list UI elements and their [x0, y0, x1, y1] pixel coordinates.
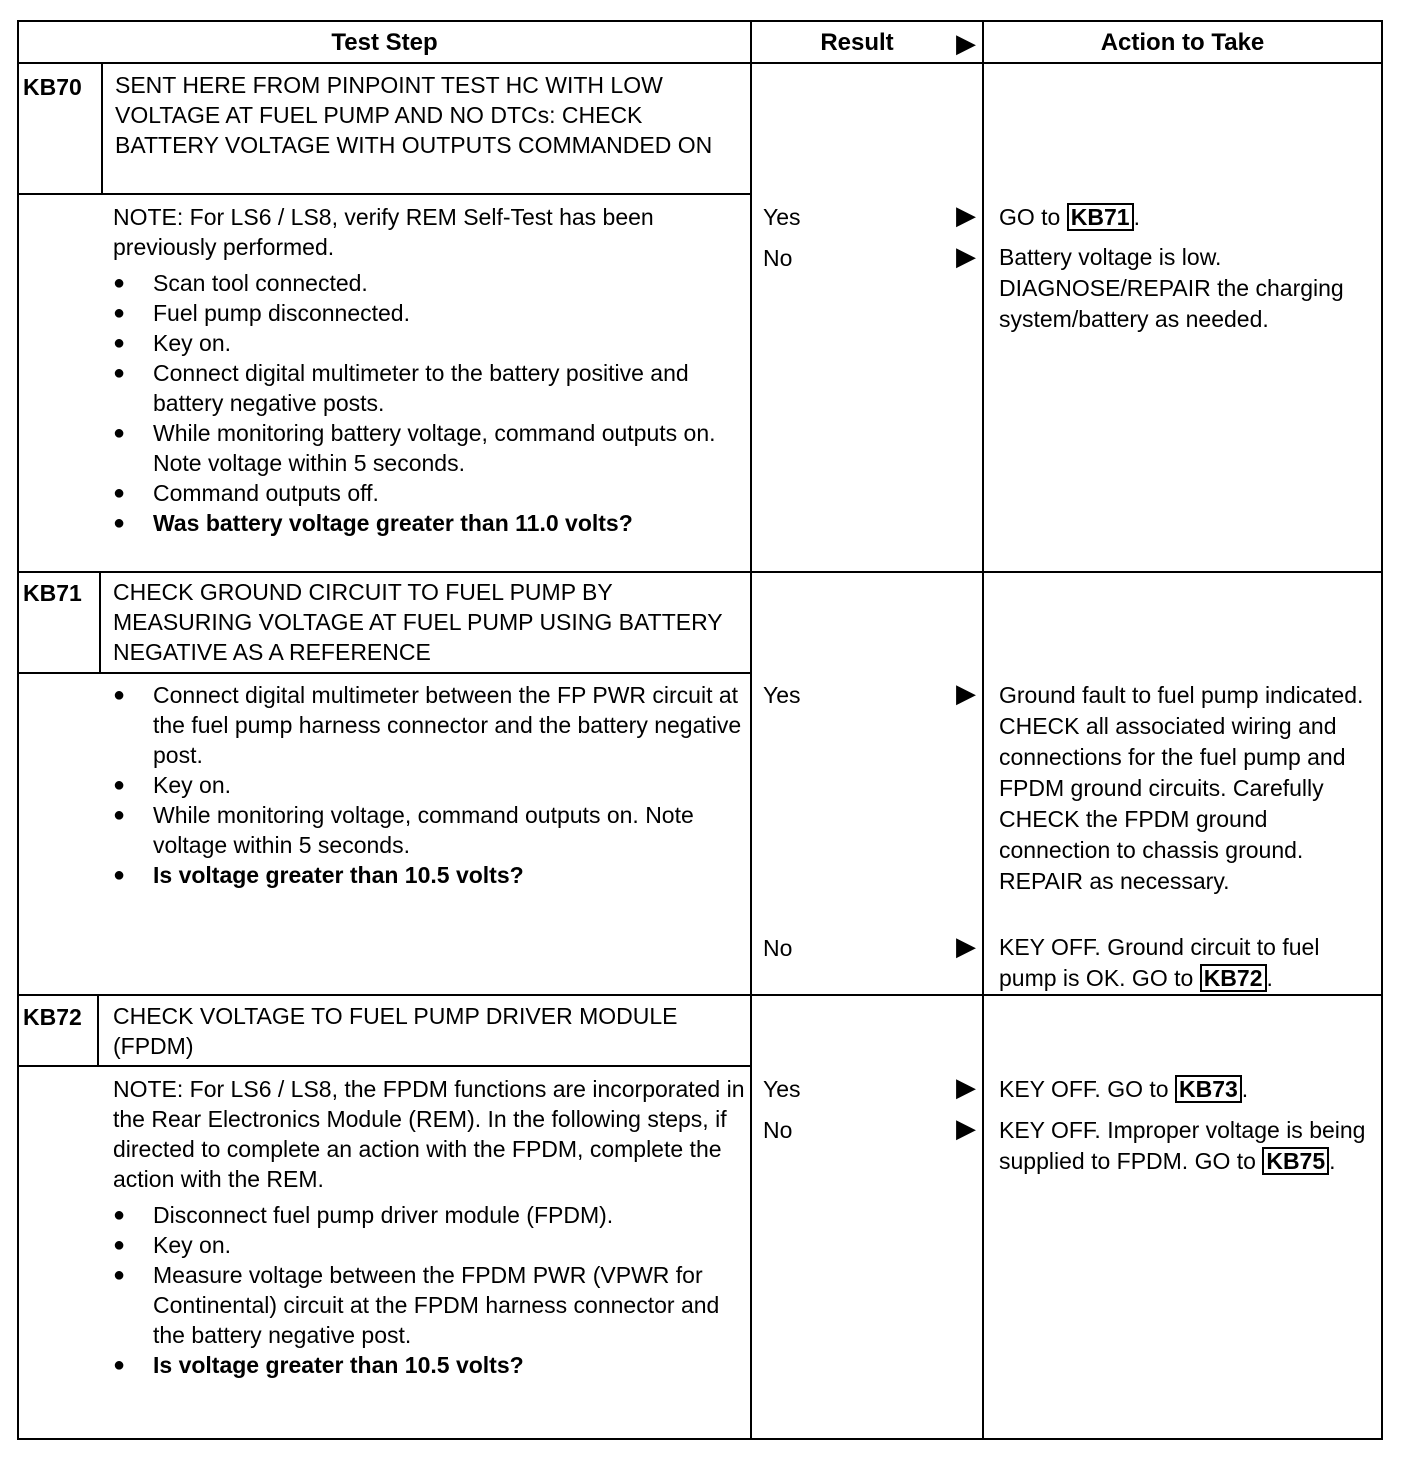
action-text-post: .	[1266, 965, 1273, 991]
list-item: ● Disconnect fuel pump driver module (FPDM).	[113, 1200, 753, 1230]
action-text	[999, 1074, 1383, 1105]
arrow-icon: ▶	[956, 1113, 976, 1143]
step-title: CHECK VOLTAGE TO FUEL PUMP DRIVER MODULE (FPDM)	[113, 1003, 678, 1059]
arrow-icon: ▶	[956, 1072, 976, 1102]
result-yes: Yes	[763, 682, 801, 708]
step-reference[interactable]: KB75	[1262, 1147, 1329, 1175]
step-question: ● Was battery voltage greater than 11.0 volts?	[113, 508, 753, 538]
result-yes: Yes	[763, 204, 801, 230]
list-item: ● Fuel pump disconnected.	[113, 298, 753, 328]
action-text: Battery voltage is low. DIAGNOSE/REPAIR the charging system/battery as needed.	[999, 244, 1344, 332]
step-question: ● Is voltage greater than 10.5 volts?	[113, 860, 753, 890]
step-reference[interactable]: KB72	[1200, 964, 1267, 992]
header-test-step: Test Step	[331, 29, 438, 56]
action-text-pre: KEY OFF. GO to	[999, 1076, 1175, 1102]
result-no: No	[763, 1117, 793, 1143]
action-text-post: .	[1241, 1076, 1249, 1102]
step-id: KB72	[23, 1004, 82, 1030]
step-reference[interactable]: KB73	[1175, 1075, 1242, 1103]
step-title: CHECK GROUND CIRCUIT TO FUEL PUMP BY MEASURING VOLTAGE AT FUEL PUMP USING BATTERY NEGATIVE AS A REFERENCE	[113, 579, 723, 665]
step-note: NOTE: For LS6 / LS8, the FPDM functions are incorporated in the Rear Electronics Module (REM). In the following steps, if directed to complete an action with the FPDM, complete the action with the REM.	[113, 1076, 745, 1192]
title-box-line	[101, 64, 103, 194]
list-item: ● While monitoring voltage, command outputs on. Note voltage within 5 seconds.	[113, 800, 753, 860]
action-text: Ground fault to fuel pump indicated. CHECK all associated wiring and connections for the fuel pump and FPDM ground circuits. Carefully CHECK the FPDM ground connection to chassis ground. REPAIR as necessary.	[999, 682, 1364, 894]
header-arrow-icon: ▶	[956, 28, 976, 58]
arrow-icon: ▶	[956, 678, 976, 708]
action-text	[999, 202, 1383, 233]
arrow-icon: ▶	[956, 931, 976, 961]
list-item: ● Key on.	[113, 328, 753, 358]
action-column-divider	[982, 22, 984, 1438]
action-text-pre: KEY OFF. Ground circuit to fuel pump is OK. GO to	[999, 934, 1320, 991]
list-item: ● While monitoring battery voltage, command outputs on. Note voltage within 5 seconds.	[113, 418, 753, 478]
result-no: No	[763, 935, 793, 961]
action-text-pre: KEY OFF. Improper voltage is being supplied to FPDM. GO to	[999, 1117, 1366, 1174]
action-text-pre: GO to	[999, 204, 1067, 230]
action-text-post: .	[1133, 204, 1140, 230]
list-item: ● Scan tool connected.	[113, 268, 753, 298]
action-text	[999, 932, 1383, 994]
title-box-line	[99, 573, 101, 673]
list-item: ● Key on.	[113, 1230, 753, 1260]
action-text	[999, 1115, 1383, 1177]
list-item: ● Connect digital multimeter to the battery positive and battery negative posts.	[113, 358, 753, 418]
result-no: No	[763, 245, 793, 271]
step-reference[interactable]: KB71	[1067, 203, 1134, 231]
step-note: NOTE: For LS6 / LS8, verify REM Self-Test has been previously performed.	[113, 204, 654, 260]
step-id: KB71	[23, 580, 82, 606]
step-body	[113, 202, 753, 538]
diagnostic-table	[17, 20, 1383, 1440]
step-id: KB70	[23, 74, 82, 100]
title-box-line	[19, 1065, 752, 1067]
list-item: ● Command outputs off.	[113, 478, 753, 508]
header-action: Action to Take	[1100, 29, 1265, 56]
arrow-icon: ▶	[956, 200, 976, 230]
step-divider	[19, 994, 1381, 996]
action-text-post: .	[1329, 1148, 1336, 1174]
step-body	[113, 1074, 753, 1380]
list-item: ● Connect digital multimeter between the FP PWR circuit at the fuel pump harness connector and the battery negative post.	[113, 680, 753, 770]
title-box-line	[97, 996, 99, 1066]
step-divider	[19, 571, 1381, 573]
list-item: ● Key on.	[113, 770, 753, 800]
step-body	[113, 680, 753, 890]
list-item: ● Measure voltage between the FPDM PWR (VPWR for Continental) circuit at the FPDM harness connector and the battery negative post.	[113, 1260, 753, 1350]
title-box-line	[19, 672, 752, 674]
header-divider	[19, 62, 1381, 64]
step-title: SENT HERE FROM PINPOINT TEST HC WITH LOW VOLTAGE AT FUEL PUMP AND NO DTCs: CHECK BATTERY VOLTAGE WITH OUTPUTS COMMANDED ON	[115, 72, 713, 158]
step-question: ● Is voltage greater than 10.5 volts?	[113, 1350, 753, 1380]
arrow-icon: ▶	[956, 241, 976, 271]
result-yes: Yes	[763, 1076, 801, 1102]
title-box-line	[19, 193, 752, 195]
header-result: Result	[820, 29, 894, 56]
